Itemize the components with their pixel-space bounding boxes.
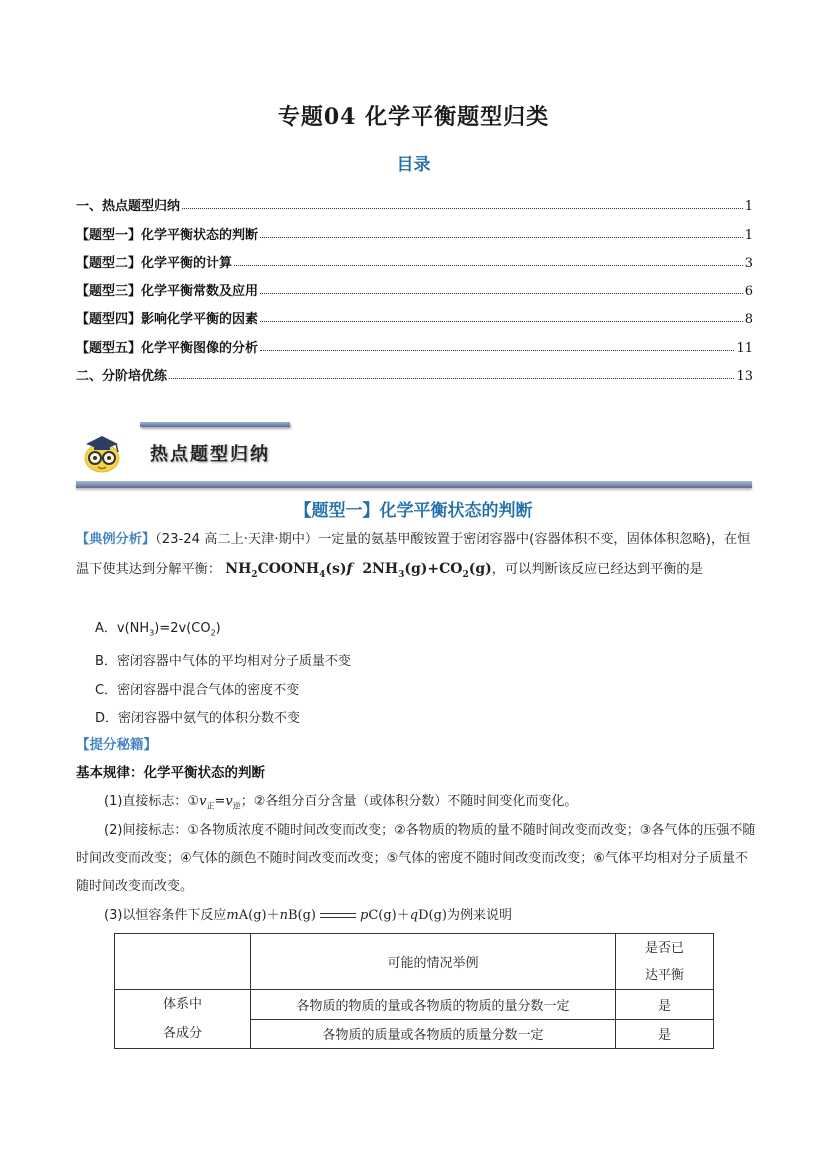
toc-entry-label: 【题型二】化学平衡的计算 [76,255,233,271]
option-c[interactable] [95,677,351,706]
table-row [115,990,714,1020]
option-letter: B． [95,654,117,670]
example-source: （23-24 高二上·天津·期中） [155,532,319,547]
toc-entry-page: 1 [744,199,753,215]
toc-entry-label: 二、分阶培优练 [76,369,168,385]
option-letter: A． [95,621,117,636]
toc-entry[interactable] [76,186,753,214]
species: C(g)＋ [368,908,410,923]
toc-leader-dots [260,292,743,294]
toc-entry[interactable] [76,243,753,271]
formula-state: (s) [325,560,347,577]
result-cell: 是 [616,990,714,1020]
equilibrium-criteria-table [114,933,714,1049]
example-text-1: 一定量的氨基甲酸铵置于密闭容器中(容器体积不变，固体体积忽略)，在恒温下使其达到分解平衡： [76,532,751,577]
option-a[interactable] [95,615,351,648]
formula-subscript: 4 [319,569,326,580]
rule-title: 基本规律：化学平衡状态的判断 [76,765,265,781]
option-text: )=2v(CO [154,621,211,636]
velocity-symbol: v [225,794,233,809]
group-label-line: 各成分 [162,1026,202,1041]
option-text: v(NH [116,621,150,636]
example-label: 【典例分析】 [76,532,156,547]
toc-leader-dots [260,320,743,322]
option-b[interactable] [95,648,351,677]
toc-leader-dots [260,349,734,351]
toc-entry-page: 11 [736,340,753,356]
toc-leader-dots [182,207,743,209]
case-cell: 各物质的质量或各物质的质量分数一定 [251,1019,616,1049]
formula-part: 2NH [362,560,399,577]
toc-entry-label: 【题型三】化学平衡常数及应用 [76,284,259,300]
document-title: 专题04 化学平衡题型归类 [277,104,550,130]
velocity-symbol: v [199,794,207,809]
toc-entry[interactable] [76,214,753,242]
coefficient: p [360,908,369,923]
equals-sign: = [214,794,226,809]
velocity-subscript: 逆 [232,801,241,811]
table-of-contents [76,186,753,384]
toc-entry-label: 一、热点题型归纳 [76,199,181,215]
option-subscript: 3 [149,628,155,638]
option-letter: C． [95,682,118,698]
table-header-cell [115,934,251,990]
toc-entry[interactable] [76,356,753,384]
group-label-cell [115,990,251,1049]
example-text-2: ，可以判断该反应已经达到平衡的是 [491,561,703,577]
toc-entry-page: 3 [744,255,753,271]
example-reaction-paragraph [104,904,512,923]
option-text: ) [215,621,221,636]
case-cell: 各物质的物质的量或各物质的物质的量分数一定 [251,990,616,1020]
formula-subscript: 3 [398,569,405,580]
formula-subscript: 2 [251,569,258,580]
reaction-formula [225,560,492,580]
toc-entry-page: 1 [744,227,753,243]
option-text: 密闭容器中混合气体的密度不变 [117,682,300,698]
option-letter: D． [95,711,119,727]
header-line: 达平衡 [644,967,684,983]
toc-entry[interactable] [76,299,753,327]
answer-options [95,615,351,734]
toc-entry-label: 【题型一】化学平衡状态的判断 [76,227,259,243]
tips-label: 【提分秘籍】 [76,737,157,753]
species: A(g)＋ [238,908,280,923]
option-text: 密闭容器中氨气的体积分数不变 [118,711,301,727]
species: B(g) [287,908,317,923]
species: D(g) [418,908,447,923]
coefficient: m [226,908,239,923]
formula-state: (g) [404,560,428,577]
banner-title: 热点题型归纳 [150,444,270,465]
formula-part: COONH [257,560,320,577]
formula-part: CO [439,560,463,577]
velocity-subscript: 正 [206,801,215,811]
equilibrium-arrow-glyph: f [346,560,353,577]
toc-entry-label: 【题型四】影响化学平衡的因素 [76,312,259,328]
toc-leader-dots [260,236,743,238]
toc-entry[interactable] [76,327,753,355]
option-subscript: 2 [210,628,216,638]
general-equation [226,908,447,923]
toc-entry-label: 【题型五】化学平衡图像的分析 [76,340,259,356]
toc-heading: 目录 [396,155,431,175]
coefficient: q [409,908,419,923]
direct-indicator-paragraph [104,790,577,812]
option-d[interactable] [95,705,351,734]
toc-entry[interactable] [76,271,753,299]
section-heading: 【题型一】化学平衡状态的判断 [294,501,533,521]
table-header-cell: 可能的情况举例 [251,934,616,990]
toc-leader-dots [234,264,743,266]
toc-entry-page: 8 [744,312,753,328]
indirect-indicator-paragraph: (2)间接标志：①各物质浓度不随时间改变而改变；②各物质的物质的量不随时间改变而改变；③各气体的压强不随时间改变而改变；④气体的颜色不随时间改变而改变；⑤气体的密度不随时间改变而改变；⑥气体平均相对分子质量不随时间改变而改变。 [76,823,756,894]
scholar-owl-icon [80,430,124,474]
table-header-cell [616,934,714,990]
coefficient: n [279,908,288,923]
toc-entry-page: 13 [736,369,753,385]
para-text: (3)以恒容条件下反应 [104,908,227,923]
formula-subscript: 2 [462,569,469,580]
section-banner [76,418,752,493]
para-text: ；②各组分百分含量（或体积分数）不随时间变化而变化。 [240,794,578,809]
formula-state: (g) [468,560,492,577]
para-text: (1)直接标志：① [104,794,200,809]
banner-top-bar [140,422,290,427]
option-text: 密闭容器中气体的平均相对分子质量不变 [116,654,351,670]
para-text: 为例来说明 [446,908,512,923]
example-question [76,526,752,589]
toc-entry-page: 6 [744,284,753,300]
equilibrium-arrow-icon [320,911,356,921]
group-label-line: 体系中 [162,997,202,1012]
header-line: 是否已 [644,940,684,956]
table-header-row [115,934,714,990]
formula-plus: + [427,560,440,577]
banner-bottom-bar [76,481,752,488]
toc-leader-dots [169,377,734,379]
formula-part: NH [225,560,252,577]
result-cell: 是 [616,1019,714,1049]
